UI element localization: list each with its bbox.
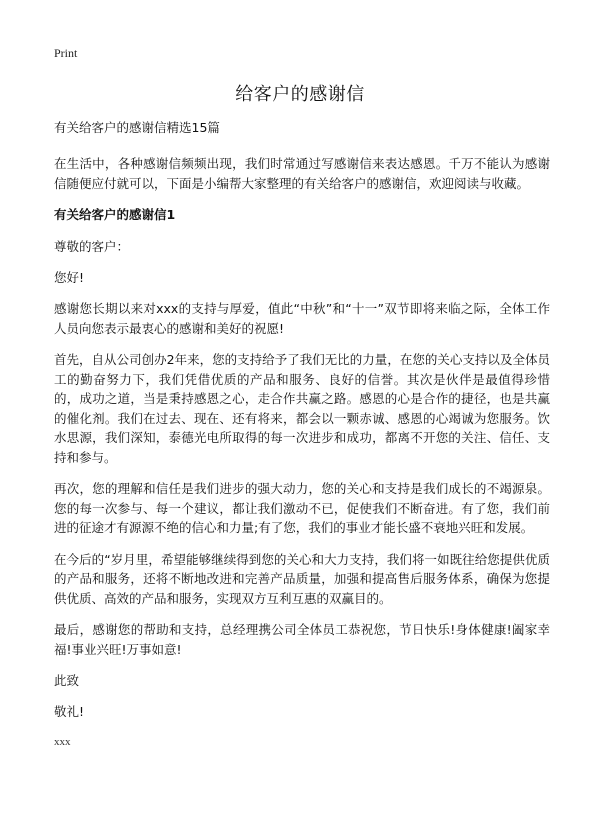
salutation: 尊敬的客户： <box>54 239 130 254</box>
greeting: 您好! <box>54 270 85 285</box>
letter-paragraph: 感谢您长期以来对xxx的支持与厚爱，值此“中秋”和“十一”双节即将来临之际，全体工作人员向您表示最衷心的感谢和美好的祝愿! <box>54 301 550 336</box>
intro-paragraph: 在生活中，各种感谢信频频出现，我们时常通过写感谢信来表达感恩。千万不能认为感谢信随便应付就可以，下面是小编帮大家整理的有关给客户的感谢信，欢迎阅读与收藏。 <box>54 156 550 191</box>
section-heading: 有关给客户的感谢信1 <box>54 207 176 222</box>
letter-paragraph: 最后，感谢您的帮助和支持，总经理携公司全体员工恭祝您，节日快乐!身体健康!阖家幸福!事业兴旺!万事如意! <box>54 622 550 657</box>
closing-line: 此致 <box>54 673 80 688</box>
article-subtitle: 有关给客户的感谢信精选15篇 <box>54 120 220 135</box>
letter-paragraph: 在今后的“岁月里，希望能够继续得到您的关心和大力支持，我们将一如既往给您提供优质的产品和服务，还将不断地改进和完善产品质量，加强和提高售后服务体系，确保为您提供优质、高效的产品和服务，实现双方互利互惠的双赢目的。 <box>54 551 550 606</box>
signature: xxx <box>54 736 71 748</box>
letter-paragraph: 首先，自从公司创办2年来，您的支持给予了我们无比的力量，在您的关心支持以及全体员工的勤奋努力下，我们凭借优质的产品和服务、良好的信誉。其次是伙伴是最值得珍惜的，成功之道，当是秉持感恩之心，走合作共赢之路。感恩的心是合作的捷径，也是共赢的催化剂。我们在过去、现在、还有将来，都会以一颗赤诚、感恩的心竭诚为您服务。饮水思源，我们深知，泰德光电所取得的每一次进步和成功，都离不开您的关注、信任、支持和参与。 <box>54 352 550 465</box>
closing-salute: 敬礼! <box>54 704 85 719</box>
article-body <box>54 118 550 748</box>
letter-paragraph: 再次，您的理解和信任是我们进步的强大动力，您的关心和支持是我们成长的不竭源泉。您的每一次参与、每一个建议，都让我们激动不已，促使我们不断奋进。有了您，我们前进的征途才有源源不绝的信心和力量;有了您，我们的事业才能长盛不衰地兴旺和发展。 <box>54 481 550 535</box>
page-title: 给客户的感谢信 <box>235 84 365 105</box>
print-link[interactable]: Print <box>54 46 78 60</box>
